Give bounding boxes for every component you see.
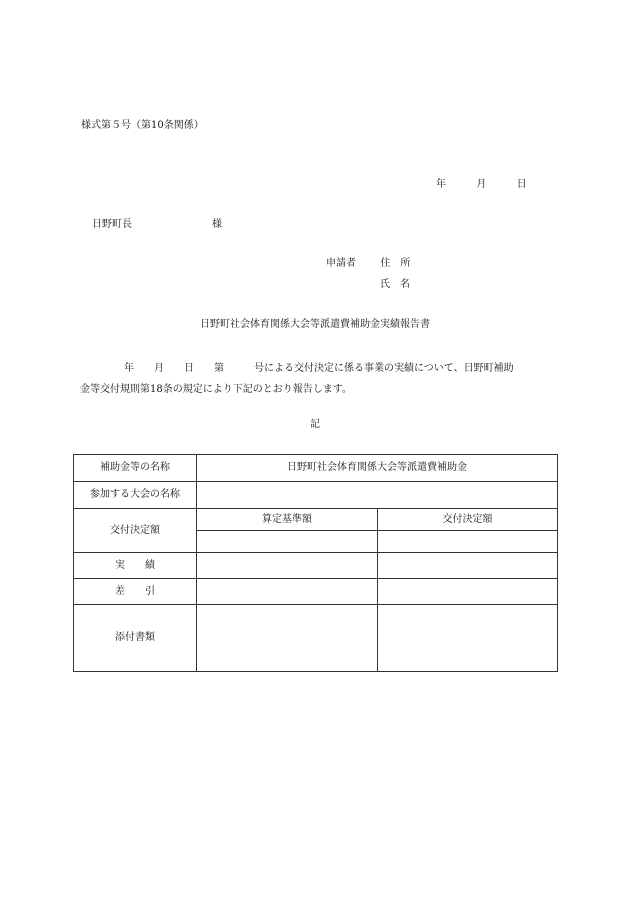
table-row-attachments (74, 605, 558, 672)
event-name-value[interactable] (197, 482, 558, 509)
date-day: 日 (516, 179, 527, 190)
attachments-label: 添付書類 (74, 605, 197, 672)
actual-col-a-value[interactable] (197, 553, 378, 579)
document-title: 日野町社会体育関係大会等派遣費補助金実績報告書 (200, 319, 430, 330)
body-text (80, 358, 560, 400)
applicant-address-label: 住 所 (380, 258, 411, 269)
addressee (92, 219, 222, 230)
decision-col-b-value[interactable] (378, 531, 558, 553)
attachments-col-a-value[interactable] (197, 605, 378, 672)
difference-col-a-value[interactable] (197, 579, 378, 605)
table-row-actual (74, 553, 558, 579)
attachments-col-b-value[interactable] (378, 605, 558, 672)
table-row-event-name (74, 482, 558, 509)
decision-col-a-value[interactable] (197, 531, 378, 553)
grant-name-value: 日野町社会体育関係大会等派遣費補助金 (197, 455, 558, 482)
event-name-label: 参加する大会の名称 (74, 482, 197, 509)
grant-name-label: 補助金等の名称 (74, 455, 197, 482)
decision-label: 交付決定額 (74, 509, 197, 553)
table-row-decision-header (74, 509, 558, 531)
applicant-label: 申請者 (326, 258, 356, 269)
date-year: 年 (436, 179, 446, 190)
date-month: 月 (476, 179, 487, 190)
form-number: 様式第５号（第10条関係） (81, 120, 204, 131)
table-row-grant-name (74, 455, 558, 482)
decision-col-b-header: 交付決定額 (378, 509, 558, 531)
applicant-block (326, 259, 410, 269)
difference-label: 差 引 (74, 579, 197, 605)
decision-col-a-header: 算定基準額 (197, 509, 378, 531)
applicant-name-label: 氏 名 (380, 279, 410, 290)
ki-heading: 記 (310, 419, 320, 430)
date-line (436, 180, 527, 190)
addressee-honorific: 様 (212, 219, 222, 230)
table-row-difference (74, 579, 558, 605)
difference-col-b-value[interactable] (378, 579, 558, 605)
actual-col-b-value[interactable] (378, 553, 558, 579)
report-table (73, 454, 558, 672)
body-line-1: 年 月 日 第 号による交付決定に係る事業の実績について、日野町補助 (124, 363, 514, 374)
actual-label: 実 績 (74, 553, 197, 579)
body-line-2: 金等交付規則第18条の規定により下記のとおり報告します。 (80, 384, 352, 395)
addressee-name: 日野町長 (92, 219, 132, 230)
